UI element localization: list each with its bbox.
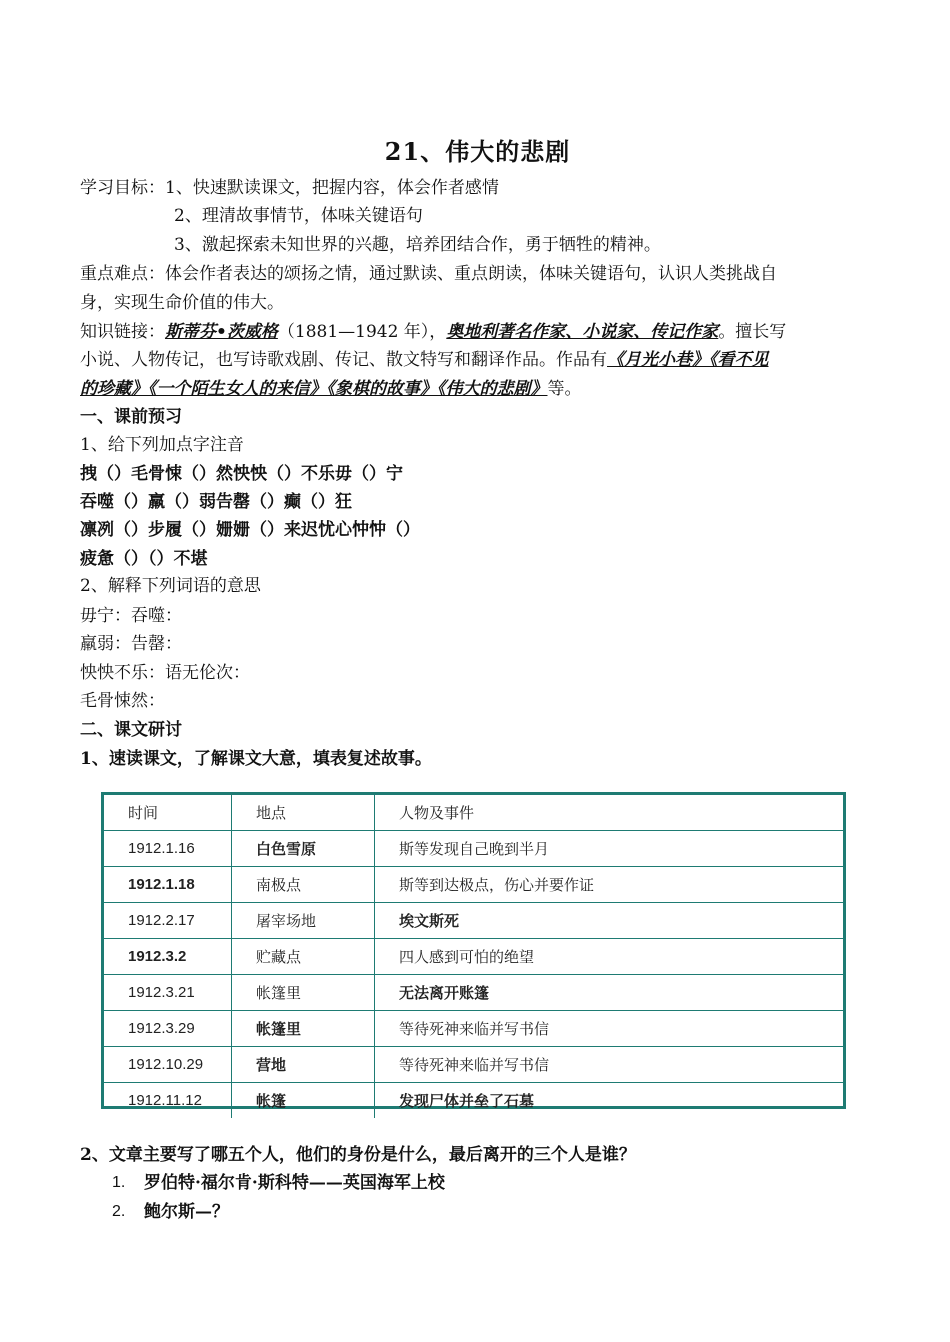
table-row — [104, 903, 843, 939]
event-cell: 埃文斯死 — [375, 903, 844, 939]
knowledge-line-2 — [80, 346, 769, 374]
event-cell: 四人感到可怕的绝望 — [375, 939, 844, 975]
table-header-row — [104, 795, 843, 831]
header-cell: 时间 — [104, 795, 232, 831]
knowledge-text: 。擅长写 — [718, 322, 787, 342]
define-row: 毛骨悚然： — [80, 691, 165, 711]
pinyin-row: 拽（）毛骨悚（）然怏怏（）不乐毋（）宁 — [80, 464, 403, 484]
list-number: 1. — [112, 1174, 126, 1191]
knowledge-line-3 — [80, 375, 582, 403]
pinyin-row: 凛冽（）步履（）姗姗（）来迟忧心忡忡（） — [80, 520, 420, 540]
date-cell: 1912.2.17 — [104, 903, 232, 939]
goal-item: 3、激起探索未知世界的兴趣，培养团结合作，勇于牺牲的精神。 — [174, 235, 661, 255]
goals-label: 学习目标： — [80, 178, 165, 198]
list-text: 鲍尔斯—？ — [144, 1202, 229, 1222]
define-row: 毋宁：吞噬： — [80, 606, 182, 626]
table-row — [104, 867, 843, 903]
event-cell: 斯等到达极点，伤心并要作证 — [375, 867, 844, 903]
define-row: 羸弱：告罄： — [80, 634, 182, 654]
table-row — [104, 975, 843, 1011]
date-cell: 1912.10.29 — [104, 1047, 232, 1083]
date-cell: 1912.3.29 — [104, 1011, 232, 1047]
list-text: 罗伯特·福尔肯·斯科特——英国海军上校 — [144, 1173, 445, 1193]
author-years: （1881—1942 年）， — [277, 322, 447, 342]
knowledge-line-1 — [80, 318, 786, 346]
header-cell: 人物及事件 — [375, 795, 844, 831]
date-cell: 1912.3.21 — [104, 975, 232, 1011]
place-cell: 营地 — [232, 1047, 375, 1083]
place-cell: 白色雪原 — [232, 831, 375, 867]
works-list: 《月光小巷》《看不见 — [607, 350, 769, 370]
event-cell: 等待死神来临并写书信 — [375, 1047, 844, 1083]
place-cell: 帐篷里 — [232, 1011, 375, 1047]
place-cell: 南极点 — [232, 867, 375, 903]
goal-item: 2、理清故事情节，体味关键语句 — [174, 206, 423, 226]
key-points-line: 身，实现生命价值的伟大。 — [80, 293, 284, 313]
pinyin-row: 吞噬（）羸（）弱告罄（）癫（）狂 — [80, 492, 352, 512]
knowledge-label: 知识链接： — [80, 322, 165, 342]
event-cell: 无法离开账篷 — [375, 975, 844, 1011]
section-heading: 一、课前预习 — [80, 407, 182, 427]
list-number: 2. — [112, 1203, 126, 1220]
date-cell: 1912.11.12 — [104, 1083, 232, 1119]
pinyin-row: 疲惫（）（）不堪 — [80, 549, 208, 569]
works-list: 的珍藏》《一个陌生女人的来信》《象棋的故事》《伟大的悲剧》 — [80, 379, 548, 399]
place-cell: 帐篷里 — [232, 975, 375, 1011]
question: 2、解释下列词语的意思 — [80, 576, 261, 596]
goals-line-1 — [80, 174, 499, 202]
question: 1、速读课文，了解课文大意，填表复述故事。 — [80, 749, 432, 769]
define-row: 怏怏不乐：语无伦次： — [80, 663, 250, 683]
question: 2、文章主要写了哪五个人，他们的身份是什么，最后离开的三个人是谁？ — [80, 1145, 636, 1165]
table-row — [104, 939, 843, 975]
place-cell: 帐篷 — [232, 1083, 375, 1119]
document-title: 21、伟大的悲剧 — [384, 137, 571, 166]
key-points-line: 重点难点：体会作者表达的颂扬之情，通过默读、重点朗读，体味关键语句，认识人类挑战自 — [80, 264, 777, 284]
table-row — [104, 831, 843, 867]
event-cell: 等待死神来临并写书信 — [375, 1011, 844, 1047]
place-cell: 贮藏点 — [232, 939, 375, 975]
event-cell: 斯等发现自己晚到半月 — [375, 831, 844, 867]
author-desc: 奥地利著名作家、小说家、传记作家 — [446, 322, 719, 342]
table-row — [104, 1083, 843, 1119]
date-cell: 1912.1.18 — [104, 867, 232, 903]
table-row — [104, 1047, 843, 1083]
knowledge-text: 小说、人物传记，也写诗歌戏剧、传记、散文特写和翻译作品。作品有 — [80, 350, 607, 370]
table-row — [104, 1011, 843, 1047]
question: 1、给下列加点字注音 — [80, 435, 244, 455]
goal-item: 1、快速默读课文，把握内容，体会作者感情 — [165, 178, 499, 198]
date-cell: 1912.1.16 — [104, 831, 232, 867]
header-cell: 地点 — [232, 795, 375, 831]
date-cell: 1912.3.2 — [104, 939, 232, 975]
knowledge-text: 等。 — [547, 379, 582, 399]
place-cell: 屠宰场地 — [232, 903, 375, 939]
event-cell: 发现尸体并垒了石墓 — [375, 1083, 844, 1119]
author-name: 斯蒂芬•茨威格 — [165, 322, 278, 342]
section-heading: 二、课文研讨 — [80, 720, 182, 740]
story-table — [101, 792, 846, 1109]
